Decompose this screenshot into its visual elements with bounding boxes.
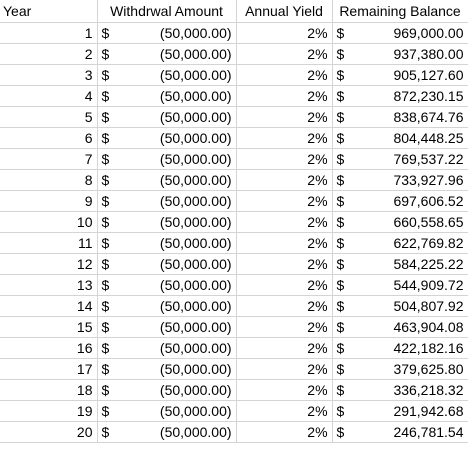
cell-withdrawal-amount[interactable]: (50,000.00) — [115, 44, 236, 65]
table-row — [0, 65, 468, 86]
cell-annual-yield[interactable]: 2% — [236, 380, 332, 401]
header-cell-withdrawal[interactable]: Withdrwal Amount — [97, 0, 236, 23]
cell-withdrawal-amount[interactable]: (50,000.00) — [115, 401, 236, 422]
cell-annual-yield[interactable]: 2% — [236, 86, 332, 107]
table-row — [0, 233, 468, 254]
table-row — [0, 107, 468, 128]
cell-balance-currency[interactable]: $ — [332, 296, 350, 317]
cell-balance-currency[interactable]: $ — [332, 86, 350, 107]
cell-withdrawal-currency[interactable]: $ — [97, 233, 115, 254]
cell-withdrawal-currency[interactable]: $ — [97, 170, 115, 191]
cell-withdrawal-amount[interactable]: (50,000.00) — [115, 254, 236, 275]
cell-year[interactable]: 20 — [0, 422, 97, 443]
cell-withdrawal-currency[interactable]: $ — [97, 128, 115, 149]
cell-withdrawal-amount[interactable]: (50,000.00) — [115, 107, 236, 128]
cell-annual-yield[interactable]: 2% — [236, 149, 332, 170]
cell-withdrawal-currency[interactable]: $ — [97, 86, 115, 107]
cell-balance-currency[interactable]: $ — [332, 275, 350, 296]
cell-withdrawal-amount[interactable]: (50,000.00) — [115, 86, 236, 107]
cell-withdrawal-amount[interactable]: (50,000.00) — [115, 191, 236, 212]
cell-year[interactable]: 14 — [0, 296, 97, 317]
cell-remaining-balance[interactable]: 336,218.32 — [350, 380, 468, 401]
cell-annual-yield[interactable]: 2% — [236, 401, 332, 422]
cell-year[interactable]: 5 — [0, 107, 97, 128]
cell-year[interactable]: 1 — [0, 23, 97, 44]
table-row — [0, 401, 468, 422]
table-row — [0, 422, 468, 443]
table-row — [0, 191, 468, 212]
cell-balance-currency[interactable]: $ — [332, 44, 350, 65]
cell-annual-yield[interactable]: 2% — [236, 212, 332, 233]
table-row — [0, 338, 468, 359]
cell-withdrawal-currency[interactable]: $ — [97, 254, 115, 275]
cell-withdrawal-amount[interactable]: (50,000.00) — [115, 296, 236, 317]
cell-balance-currency[interactable]: $ — [332, 359, 350, 380]
cell-remaining-balance[interactable]: 838,674.76 — [350, 107, 468, 128]
cell-remaining-balance[interactable]: 905,127.60 — [350, 65, 468, 86]
cell-remaining-balance[interactable]: 379,625.80 — [350, 359, 468, 380]
cell-remaining-balance[interactable]: 291,942.68 — [350, 401, 468, 422]
cell-withdrawal-currency[interactable]: $ — [97, 380, 115, 401]
cell-withdrawal-currency[interactable]: $ — [97, 65, 115, 86]
table-row — [0, 296, 468, 317]
cell-remaining-balance[interactable]: 804,448.25 — [350, 128, 468, 149]
table-row — [0, 23, 468, 44]
cell-balance-currency[interactable]: $ — [332, 338, 350, 359]
cell-annual-yield[interactable]: 2% — [236, 191, 332, 212]
table-row — [0, 170, 468, 191]
table-row — [0, 275, 468, 296]
cell-year[interactable]: 12 — [0, 254, 97, 275]
cell-year[interactable]: 7 — [0, 149, 97, 170]
cell-balance-currency[interactable]: $ — [332, 317, 350, 338]
cell-withdrawal-amount[interactable]: (50,000.00) — [115, 422, 236, 443]
table-row — [0, 149, 468, 170]
cell-remaining-balance[interactable]: 969,000.00 — [350, 23, 468, 44]
cell-year[interactable]: 15 — [0, 317, 97, 338]
cell-annual-yield[interactable]: 2% — [236, 233, 332, 254]
cell-year[interactable]: 10 — [0, 212, 97, 233]
cell-withdrawal-currency[interactable]: $ — [97, 149, 115, 170]
cell-balance-currency[interactable]: $ — [332, 401, 350, 422]
cell-withdrawal-amount[interactable]: (50,000.00) — [115, 359, 236, 380]
cell-withdrawal-amount[interactable]: (50,000.00) — [115, 275, 236, 296]
cell-withdrawal-amount[interactable]: (50,000.00) — [115, 338, 236, 359]
cell-annual-yield[interactable]: 2% — [236, 275, 332, 296]
cell-balance-currency[interactable]: $ — [332, 380, 350, 401]
cell-year[interactable]: 9 — [0, 191, 97, 212]
cell-year[interactable]: 8 — [0, 170, 97, 191]
header-row — [0, 0, 468, 23]
cell-year[interactable]: 13 — [0, 275, 97, 296]
cell-withdrawal-currency[interactable]: $ — [97, 23, 115, 44]
cell-balance-currency[interactable]: $ — [332, 233, 350, 254]
cell-year[interactable]: 17 — [0, 359, 97, 380]
cell-remaining-balance[interactable]: 937,380.00 — [350, 44, 468, 65]
cell-annual-yield[interactable]: 2% — [236, 338, 332, 359]
cell-withdrawal-currency[interactable]: $ — [97, 296, 115, 317]
cell-annual-yield[interactable]: 2% — [236, 359, 332, 380]
cell-annual-yield[interactable]: 2% — [236, 107, 332, 128]
cell-annual-yield[interactable]: 2% — [236, 44, 332, 65]
cell-year[interactable]: 19 — [0, 401, 97, 422]
cell-remaining-balance[interactable]: 622,769.82 — [350, 233, 468, 254]
cell-balance-currency[interactable]: $ — [332, 212, 350, 233]
table-row — [0, 212, 468, 233]
cell-year[interactable]: 18 — [0, 380, 97, 401]
cell-annual-yield[interactable]: 2% — [236, 23, 332, 44]
cell-year[interactable]: 6 — [0, 128, 97, 149]
cell-remaining-balance[interactable]: 422,182.16 — [350, 338, 468, 359]
cell-remaining-balance[interactable]: 733,927.96 — [350, 170, 468, 191]
cell-annual-yield[interactable]: 2% — [236, 170, 332, 191]
cell-balance-currency[interactable]: $ — [332, 254, 350, 275]
cell-withdrawal-currency[interactable]: $ — [97, 317, 115, 338]
cell-withdrawal-amount[interactable]: (50,000.00) — [115, 128, 236, 149]
cell-balance-currency[interactable]: $ — [332, 107, 350, 128]
cell-year[interactable]: 3 — [0, 65, 97, 86]
header-cell-year[interactable]: Year — [0, 0, 97, 23]
cell-withdrawal-currency[interactable]: $ — [97, 401, 115, 422]
cell-remaining-balance[interactable]: 660,558.65 — [350, 212, 468, 233]
cell-withdrawal-amount[interactable]: (50,000.00) — [115, 317, 236, 338]
cell-remaining-balance[interactable]: 697,606.52 — [350, 191, 468, 212]
table-row — [0, 44, 468, 65]
cell-balance-currency[interactable]: $ — [332, 65, 350, 86]
header-cell-balance[interactable]: Remaining Balance — [332, 0, 468, 23]
cell-year[interactable]: 16 — [0, 338, 97, 359]
cell-annual-yield[interactable]: 2% — [236, 422, 332, 443]
table-row — [0, 254, 468, 275]
table-row — [0, 86, 468, 107]
cell-balance-currency[interactable]: $ — [332, 23, 350, 44]
cell-remaining-balance[interactable]: 584,225.22 — [350, 254, 468, 275]
cell-annual-yield[interactable]: 2% — [236, 254, 332, 275]
cell-withdrawal-currency[interactable]: $ — [97, 275, 115, 296]
header-cell-yield[interactable]: Annual Yield — [236, 0, 332, 23]
cell-year[interactable]: 2 — [0, 44, 97, 65]
cell-balance-currency[interactable]: $ — [332, 422, 350, 443]
cell-year[interactable]: 11 — [0, 233, 97, 254]
table-row — [0, 317, 468, 338]
cell-withdrawal-amount[interactable]: (50,000.00) — [115, 233, 236, 254]
cell-withdrawal-amount[interactable]: (50,000.00) — [115, 149, 236, 170]
cell-remaining-balance[interactable]: 872,230.15 — [350, 86, 468, 107]
cell-annual-yield[interactable]: 2% — [236, 317, 332, 338]
cell-balance-currency[interactable]: $ — [332, 191, 350, 212]
cell-remaining-balance[interactable]: 246,781.54 — [350, 422, 468, 443]
cell-withdrawal-currency[interactable]: $ — [97, 422, 115, 443]
cell-year[interactable]: 4 — [0, 86, 97, 107]
cell-remaining-balance[interactable]: 463,904.08 — [350, 317, 468, 338]
table-row — [0, 128, 468, 149]
cell-withdrawal-amount[interactable]: (50,000.00) — [115, 380, 236, 401]
cell-withdrawal-amount[interactable]: (50,000.00) — [115, 23, 236, 44]
cell-withdrawal-amount[interactable]: (50,000.00) — [115, 65, 236, 86]
cell-withdrawal-currency[interactable]: $ — [97, 359, 115, 380]
cell-annual-yield[interactable]: 2% — [236, 65, 332, 86]
cell-annual-yield[interactable]: 2% — [236, 296, 332, 317]
cell-remaining-balance[interactable]: 769,537.22 — [350, 149, 468, 170]
cell-balance-currency[interactable]: $ — [332, 128, 350, 149]
table-row — [0, 359, 468, 380]
cell-remaining-balance[interactable]: 504,807.92 — [350, 296, 468, 317]
cell-withdrawal-amount[interactable]: (50,000.00) — [115, 170, 236, 191]
cell-withdrawal-currency[interactable]: $ — [97, 338, 115, 359]
cell-withdrawal-amount[interactable]: (50,000.00) — [115, 212, 236, 233]
cell-annual-yield[interactable]: 2% — [236, 128, 332, 149]
cell-withdrawal-currency[interactable]: $ — [97, 212, 115, 233]
cell-remaining-balance[interactable]: 544,909.72 — [350, 275, 468, 296]
cell-withdrawal-currency[interactable]: $ — [97, 107, 115, 128]
cell-withdrawal-currency[interactable]: $ — [97, 191, 115, 212]
table-row — [0, 380, 468, 401]
cell-withdrawal-currency[interactable]: $ — [97, 44, 115, 65]
cell-balance-currency[interactable]: $ — [332, 149, 350, 170]
cell-balance-currency[interactable]: $ — [332, 170, 350, 191]
